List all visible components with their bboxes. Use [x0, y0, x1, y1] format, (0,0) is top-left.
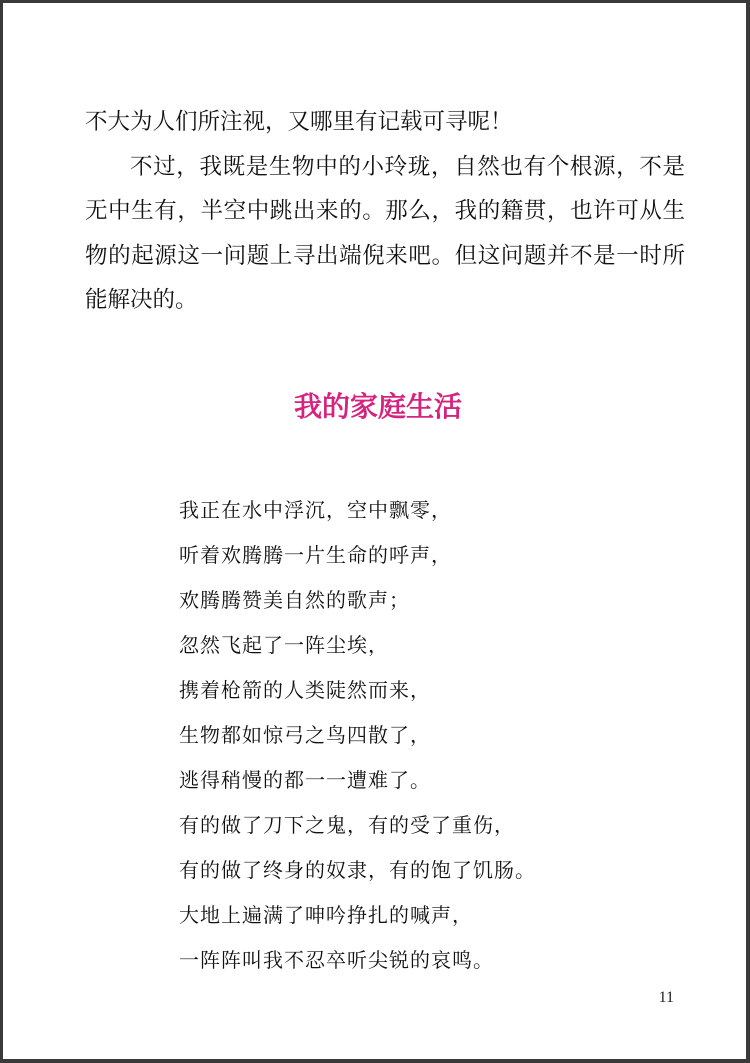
poem-title: 我的家庭生活: [293, 390, 462, 423]
poem-line: 一阵阵叫我不忍卒听尖锐的哀鸣。: [179, 948, 494, 972]
poem-line: 有的做了终身的奴隶，有的饱了饥肠。: [179, 858, 536, 882]
poem-line: 携着枪箭的人类陡然而来，: [179, 678, 431, 702]
prose-paragraph: 不过，我既是生物中的小玲珑，自然也有个根源，不是无中生有，半空中跳出来的。那么，我的籍贯，也许可从生物的起源这一问题上寻出端倪来吧。但这问题并不是一时所能解决的。: [85, 153, 685, 313]
prose-section: [85, 100, 685, 323]
poem-line: 听着欢腾腾一片生命的呼声，: [179, 543, 452, 567]
poem-body: [179, 488, 679, 983]
poem-line: 逃得稍慢的都一一遭难了。: [179, 768, 431, 792]
poem-line: 大地上遍满了呻吟挣扎的喊声，: [179, 903, 473, 927]
prose-continuation: 不大为人们所注视，又哪里有记载可寻呢！: [85, 109, 513, 135]
poem-line: 忽然飞起了一阵尘埃，: [179, 633, 389, 657]
page-number: 11: [658, 989, 674, 1006]
poem-line: 我正在水中浮沉，空中飘零，: [179, 498, 452, 522]
poem-line: 有的做了刀下之鬼，有的受了重伤，: [179, 813, 515, 837]
poem-line: 欢腾腾赞美自然的歌声；: [179, 588, 410, 612]
poem-line: 生物都如惊弓之鸟四散了，: [179, 723, 431, 747]
